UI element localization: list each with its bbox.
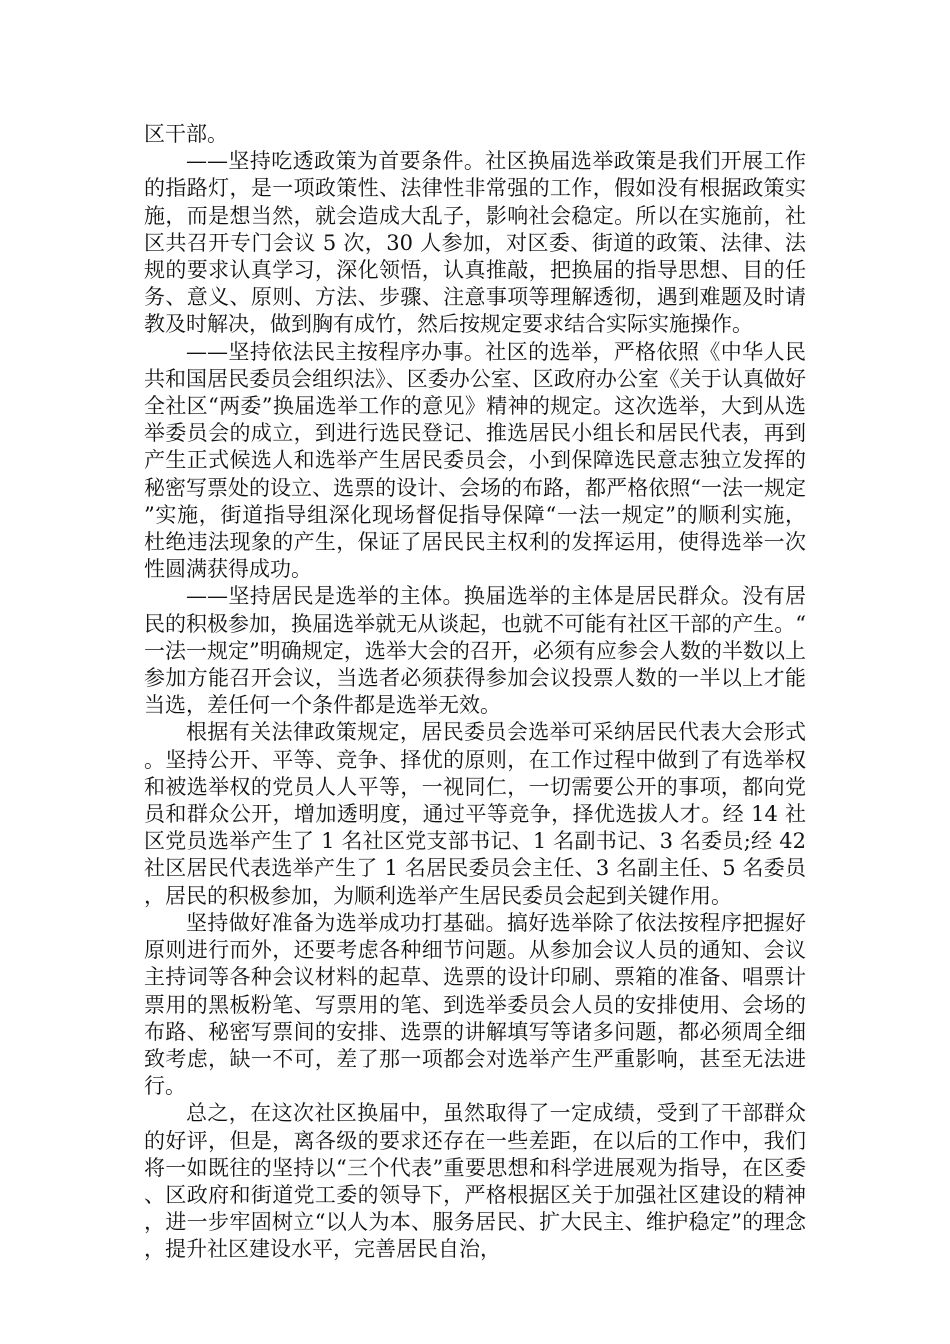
paragraph-continuation: 区干部。 xyxy=(144,122,228,146)
paragraph-lawful-procedure: ——坚持依法民主按程序办事。社区的选举，严格依照《中华人民共和国居民委员会组织法》、区委办公室、区政府办公室《关于认真做好全社区“两委”换届选举工作的意见》精神的规定。这次选举，大到从选举委员会的成立，到进行选民登记、推选居民小组长和居民代表，再到产生正式候选人和选举产生居民委员会，小到保障选民意志独立发挥的秘密写票处的设立、选票的设计、会场的布路，都严格依照“一法一规定”实施，街道指导组深化现场督促指导保障“一法一规定”的顺利实施，杜绝违法现象的产生，保证了居民民主权利的发挥运用，使得选举一次性圆满获得成功。 xyxy=(144,339,806,582)
paragraph-policy-study: ——坚持吃透政策为首要条件。社区换届选举政策是我们开展工作的指路灯，是一项政策性、法律性非常强的工作，假如没有根据政策实施，而是想当然，就会造成大乱子，影响社会稳定。所以在实施前，社区共召开专门会议 5 次，30 人参加，对区委、街道的政策、法律、法规的要求认真学习，深化领悟，认真推敲，把换届的指导思想、目的任务、意义、原则、方法、步骤、注意事项等理解透彻，遇到难题及时请教及时解决，做到胸有成竹，然后按规定要求结合实际实施操作。 xyxy=(144,149,806,337)
document-page xyxy=(144,121,806,1264)
paragraph-election-form: 根据有关法律政策规定，居民委员会选举可采纳居民代表大会形式。坚持公开、平等、竞争、择优的原则，在工作过程中做到了有选举权和被选举权的党员人人平等，一视同仁，一切需要公开的事项，都向党员和群众公开，增加透明度，通过平等竞争，择优选拔人才。经 14 社区党员选举产生了 1 名社区党支部书记、1 名副书记、3 名委员;经 42 社区居民代表选举产生了 1 名居民委员会主任、3 名副主任、5 名委员，居民的积极参加，为顺利选举产生居民委员会起到关键作用。 xyxy=(144,720,806,908)
paragraph-preparation: 坚持做好准备为选举成功打基础。搞好选举除了依法按程序把握好原则进行而外，还要考虑各种细节问题。从参加会议人员的通知、会议主持词等各种会议材料的起草、选票的设计印刷、票箱的准备、唱票计票用的黑板粉笔、写票用的笔、到选举委员会人员的安排使用、会场的布路、秘密写票间的安排、选票的讲解填写等诸多问题，都必须周全细致考虑，缺一不可，差了那一项都会对选举产生严重影响，甚至无法进行。 xyxy=(144,910,806,1099)
paragraph-residents-subject: ——坚持居民是选举的主体。换届选举的主体是居民群众。没有居民的积极参加，换届选举就无从谈起，也就不可能有社区干部的产生。“一法一规定”明确规定，选举大会的召开，必须有应参会人数的半数以上参加方能召开会议，当选者必须获得参加会议投票人数的一半以上才能当选，差任何一个条件都是选举无效。 xyxy=(144,584,806,718)
paragraph-conclusion: 总之，在这次社区换届中，虽然取得了一定成绩，受到了干部群众的好评，但是，离各级的要求还存在一些差距，在以后的工作中，我们将一如既往的坚持以“三个代表”重要思想和科学进展观为指导，在区委、区政府和街道党工委的领导下，严格根据区关于加强社区建设的精神，进一步牢固树立“以人为本、服务居民、扩大民主、维护稳定”的理念，提升社区建设水平，完善居民自治， xyxy=(144,1101,806,1262)
